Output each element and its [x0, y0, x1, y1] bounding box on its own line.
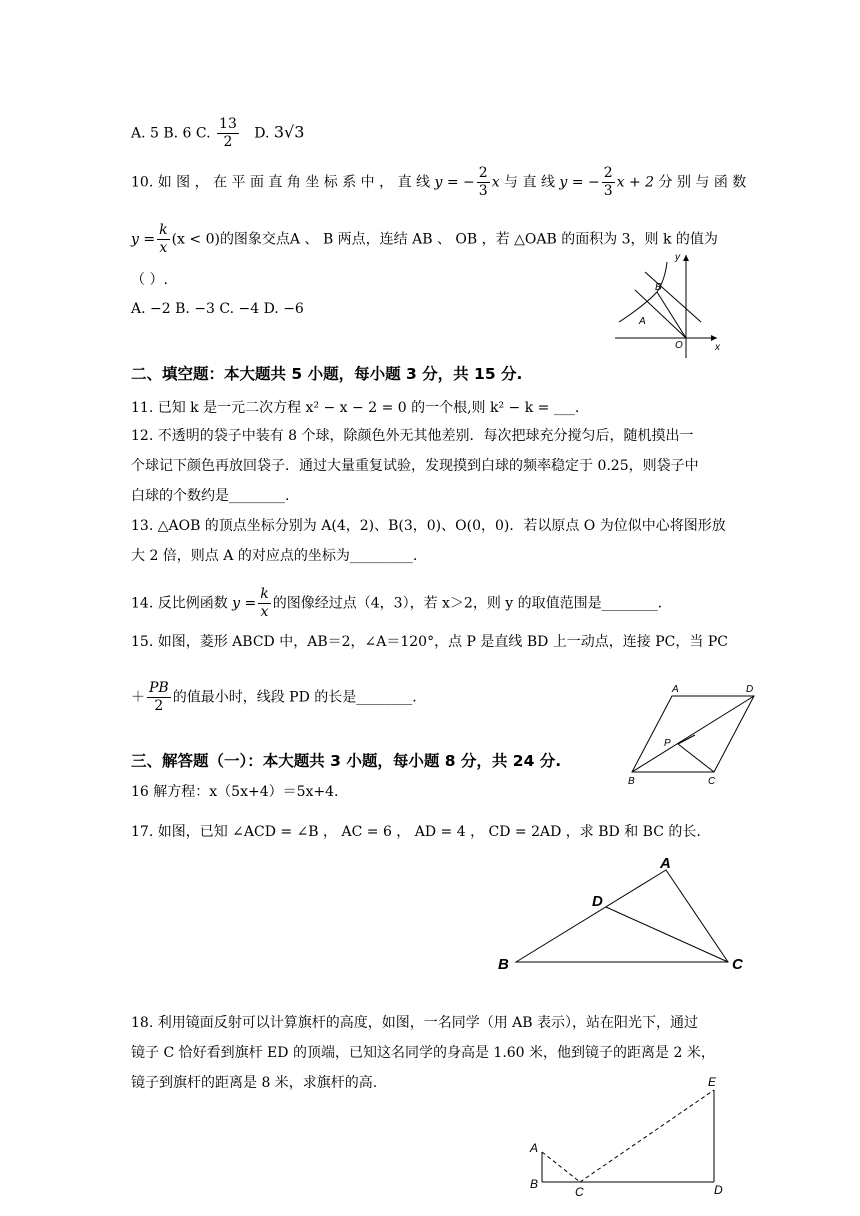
q10-eq2-post: x + 2: [616, 174, 655, 191]
label-b: B: [530, 1177, 539, 1191]
section-2-title: 二、填空题：本大题共 5 小题，每小题 3 分，共 15 分.: [131, 365, 523, 383]
q18-line2: 镜子 C 恰好看到旗杆 ED 的顶端，已知这名同学的身高是 1.60 米，他到镜子的距离是 2 米，: [131, 1045, 715, 1061]
q9-option-c-fraction: $\frac{13}{2}$: [219, 116, 237, 150]
label-c: C: [575, 1185, 584, 1199]
line-shifted: [645, 272, 701, 322]
q9-option-d: D.: [254, 125, 270, 142]
x-axis-arrow: [711, 335, 717, 341]
label-e: E: [708, 1075, 717, 1089]
label-x: x: [715, 342, 720, 353]
label-d: D: [714, 1183, 723, 1197]
q15-figure: [620, 682, 770, 790]
segment-pc: [678, 744, 714, 772]
q10-line1: [131, 165, 746, 200]
q13-line2: 大 2 倍，则点 A 的对应点的坐标为_________.: [131, 548, 418, 564]
label-b: B: [498, 956, 509, 973]
label-a: A: [660, 855, 671, 872]
q10-eq1-pre: y = −: [434, 174, 475, 191]
q10-figure: [605, 250, 725, 360]
q9-option-d-value: 3√3: [273, 122, 305, 142]
y-axis-arrow: [683, 255, 689, 261]
sightline-ce: [580, 1090, 714, 1182]
diagonal-bd: [632, 696, 754, 772]
q10-func-condition: (x < 0): [171, 231, 220, 248]
q10-paren: （ ）.: [131, 272, 168, 288]
label-a: A: [530, 1141, 539, 1155]
q11: 11. 已知 k 是一元二次方程 x² − x − 2 = 0 的一个根,则 k² − k = ___.: [131, 400, 580, 416]
q9-options-ab: A. 5 B. 6 C.: [131, 125, 211, 142]
label-p: P: [664, 738, 671, 749]
q18-figure: [522, 1070, 732, 1200]
q14-pre: 14. 反比例函数: [131, 595, 228, 612]
q15-fraction: $\frac{PB}{2}$: [149, 680, 169, 714]
q13-line1: 13. △AOB 的顶点坐标分别为 A(4，2)、B(3，0)、O(0，0)．若以原点 O 为位似中心将图形放: [131, 518, 726, 534]
label-d: D: [746, 684, 754, 695]
q14-fraction: $\frac{k}{x}$: [260, 586, 269, 620]
q12-line1: 12. 不透明的袋子中装有 8 个球，除颜色外无其他差别．每次把球充分搅匀后，随机摸出一: [131, 428, 694, 444]
label-b: B: [655, 282, 662, 293]
q15-text-line2: 的值最小时，线段 PD 的长是________.: [172, 689, 417, 706]
label-o: O: [675, 340, 683, 351]
q14: [131, 586, 662, 621]
q16: 16 解方程：x（5x+4）＝5x+4.: [131, 784, 339, 800]
q10-text-line2: 的图象交点A 、 B 两点，连结 AB 、 OB ，若 △OAB 的面积为 3，则 k 的值为: [219, 231, 718, 248]
q10-text-end: 分 别 与 函 数: [658, 174, 747, 191]
q10-func-fraction: $\frac{k}{x}$: [159, 222, 168, 256]
q10-number: 10.: [131, 174, 154, 191]
q10-text-a: 如 图 ， 在 平 面 直 角 坐 标 系 中 ， 直 线: [157, 174, 431, 191]
q10-eq1-fraction: $\frac{2}{3}$: [478, 165, 488, 199]
q15-line1: 15. 如图，菱形 ABCD 中，AB＝2，∠A＝120°，点 P 是直线 BD 上一动点，连接 PC，当 PC: [131, 634, 728, 650]
q10-text-mid: 与 直 线: [504, 174, 555, 191]
segment-p-extra: [678, 735, 695, 744]
q12-line2: 个球记下颜色再放回袋子．通过大量重复试验，发现摸到白球的频率稳定于 0.25，则袋子中: [131, 458, 699, 474]
label-b: B: [628, 776, 635, 787]
label-c: C: [708, 776, 716, 787]
q15-plus: ＋: [131, 689, 145, 706]
label-a: A: [639, 316, 646, 327]
q12-line3: 白球的个数约是________.: [131, 488, 290, 504]
label-a: A: [672, 684, 679, 695]
q17: 17. 如图，已知 ∠ACD = ∠B ， AC = 6 ， AD = 4 ， CD = 2AD ，求 BD 和 BC 的长.: [131, 824, 701, 840]
q14-post: 的图像经过点（4，3），若 x＞2，则 y 的取值范围是________.: [272, 595, 663, 612]
q10-eq1-post: x: [491, 174, 500, 191]
label-y: y: [675, 252, 680, 263]
q10-func-pre: y =: [131, 231, 156, 248]
label-d: D: [592, 893, 603, 910]
section-3-title: 三、解答题（一）：本大题共 3 小题，每小题 8 分，共 24 分.: [131, 752, 562, 770]
q10-eq2-pre: y = −: [559, 174, 600, 191]
q14-eq: y =: [232, 595, 257, 612]
label-c: C: [732, 956, 743, 973]
q15-line2: [131, 680, 417, 715]
q18-line1: 18. 利用镜面反射可以计算旗杆的高度，如图，一名同学（用 AB 表示），站在阳光下，通过: [131, 1015, 699, 1031]
q10-options: A. −2 B. −3 C. −4 D. −6: [131, 301, 304, 317]
q10-eq2-fraction: $\frac{2}{3}$: [603, 165, 613, 199]
q9-options: [131, 116, 304, 151]
sightline-ac: [542, 1152, 580, 1182]
q18-line3: 镜子到旗杆的距离是 8 米，求旗杆的高.: [131, 1075, 378, 1091]
q17-figure: [494, 852, 754, 977]
